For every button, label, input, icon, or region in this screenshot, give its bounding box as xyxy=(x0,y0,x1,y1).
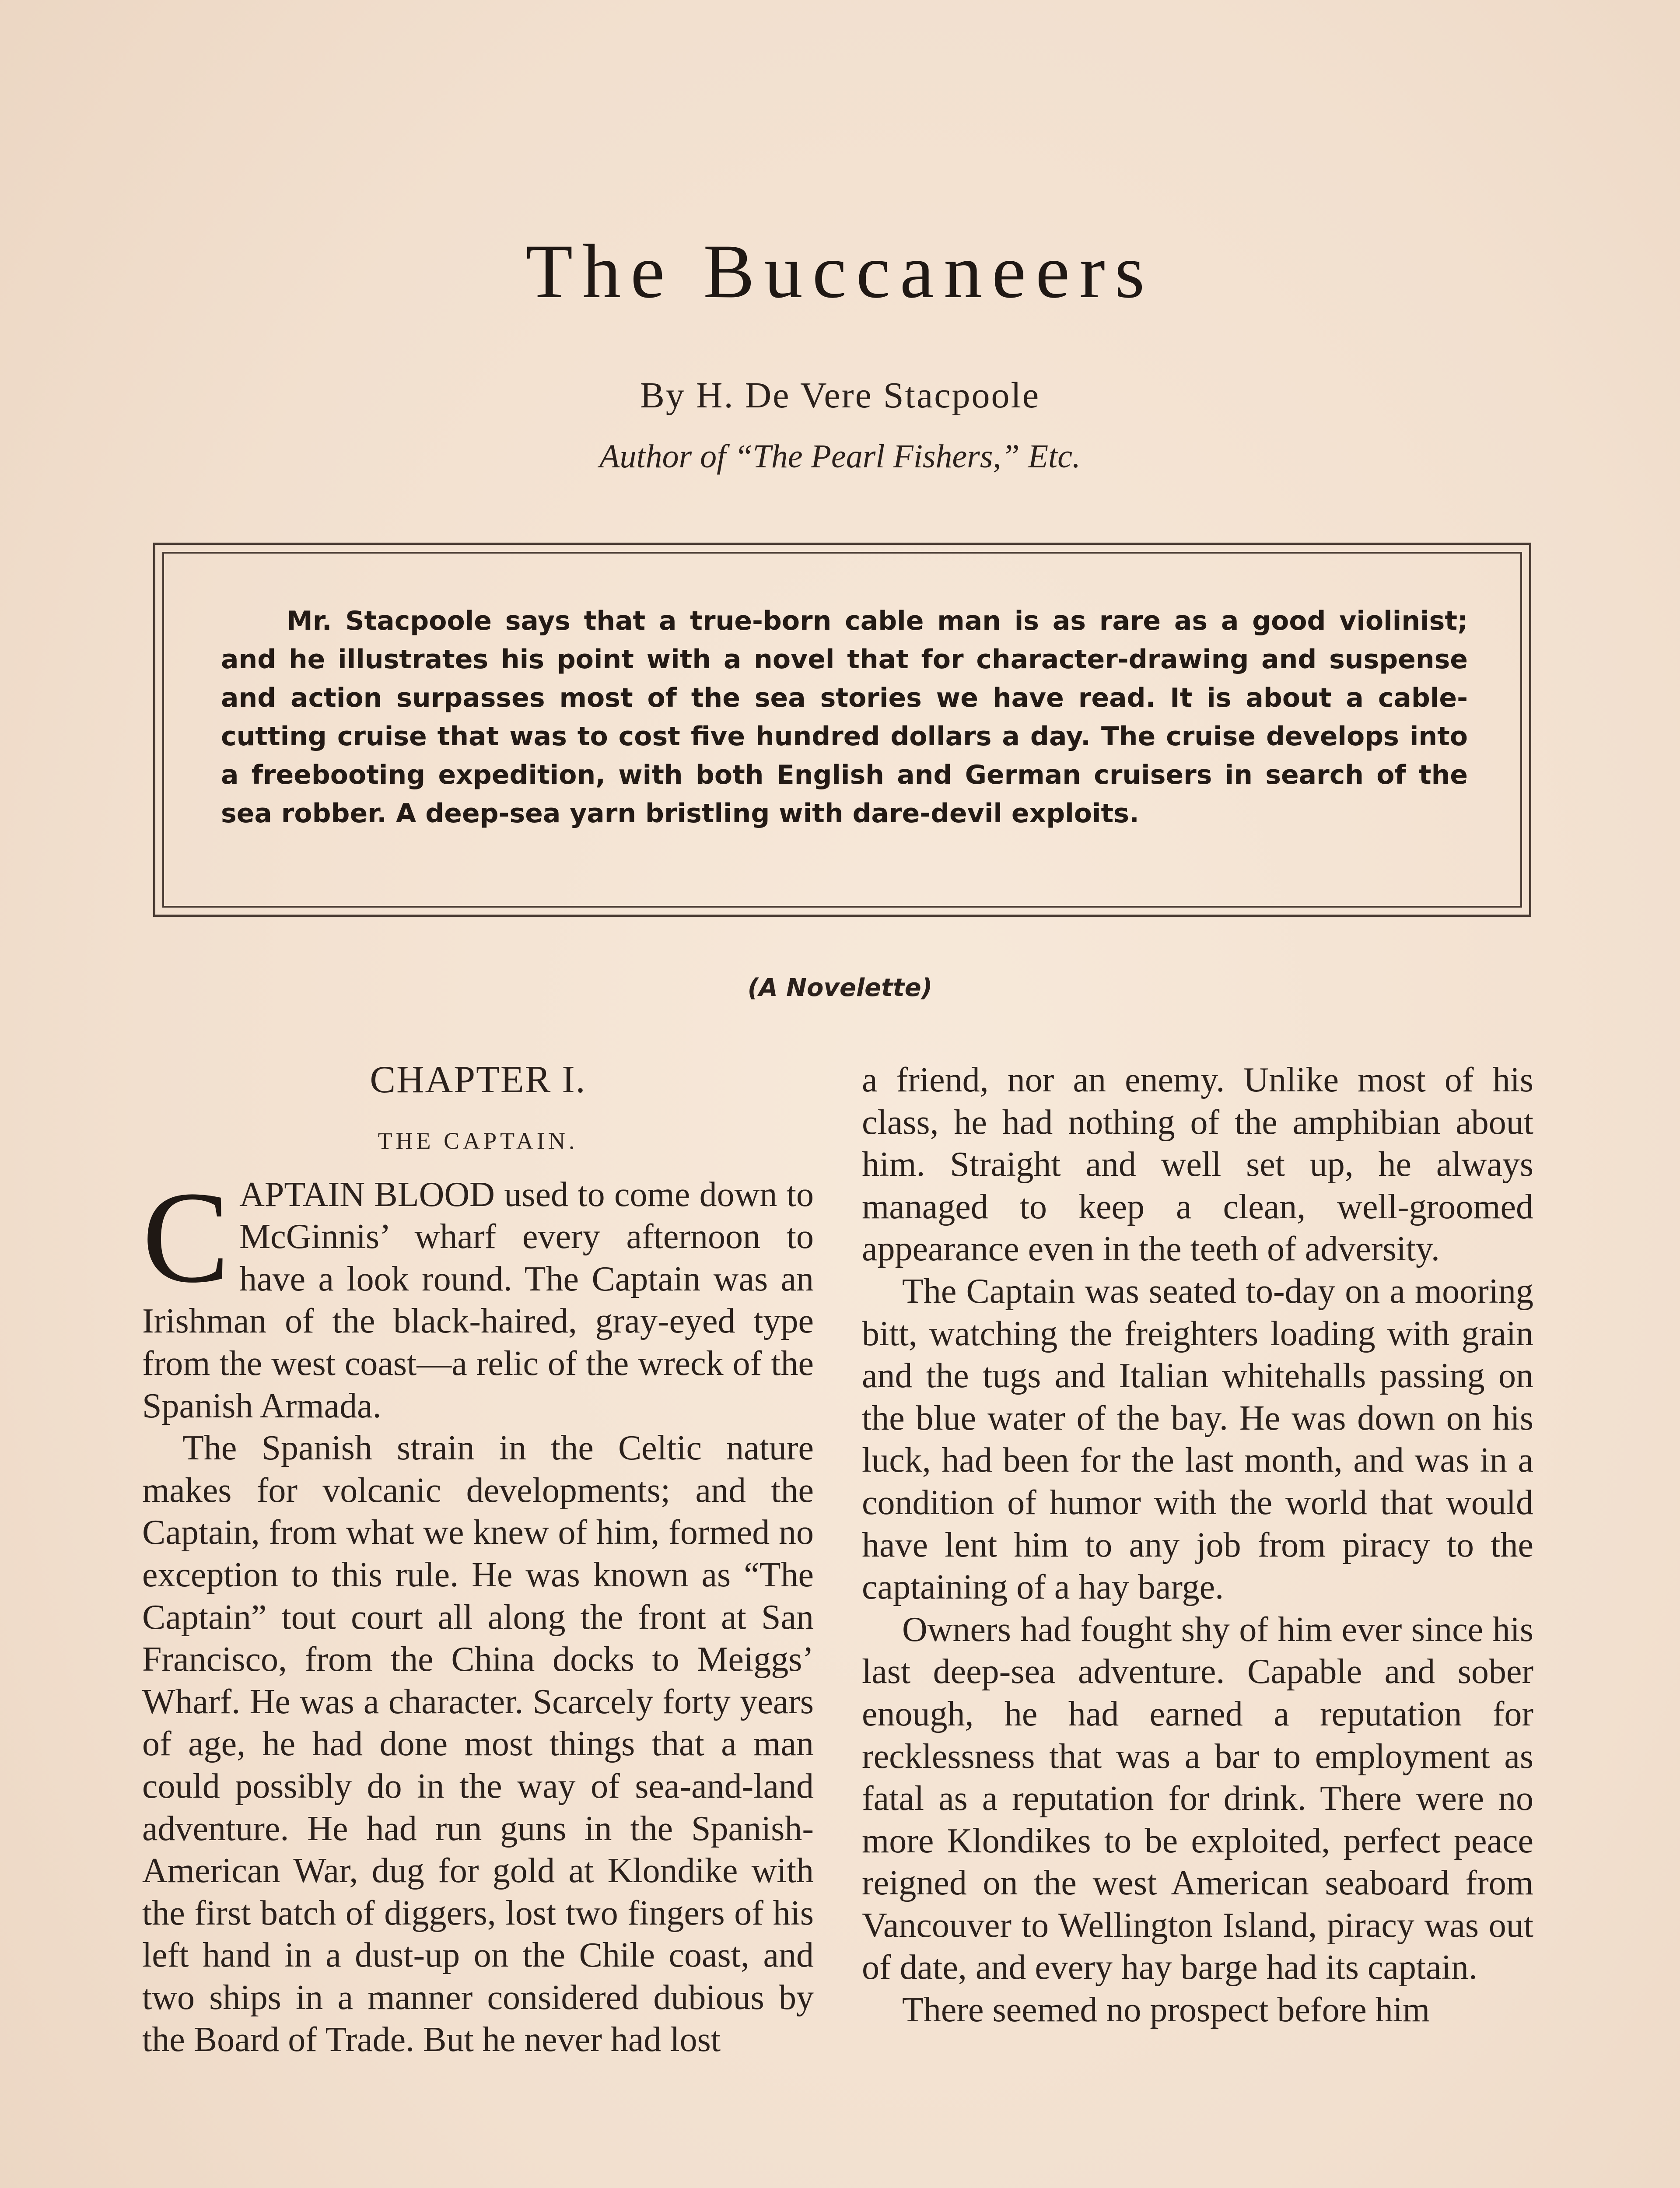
drop-cap: C xyxy=(142,1164,230,1310)
paragraph xyxy=(142,1164,814,1427)
author-credits: Author of “The Pearl Fishers,” Etc. xyxy=(599,438,1081,475)
byline: By H. De Vere Stacpoole xyxy=(640,375,1040,416)
summary-box-inner xyxy=(162,552,1522,908)
paragraph: There seemed no prospect before him xyxy=(902,1991,1430,2030)
paragraph: The Captain was seated to-day on a mooring bitt, watching the freighters loading with grain and the tugs and Italian whitehalls passing on the blue water of the bay. He was down on his luck, had been for the last month, and was in a condition of humor with the world that would have lent him to any job from piracy to the captaining of a hay barge. xyxy=(862,1272,1533,1607)
summary-box xyxy=(153,543,1531,917)
summary-text: Mr. Stacpoole says that a true-born cable man is as rare as a good violinist; and he illustrates his point with a novel that for character-drawing and suspense and action surpasses most of the sea stories we have read. It is about a cable-cutting cruise that was to cost five hundred dollars a day. The cruise develops into a freebooting expedition, with both English and German cruisers in search of the sea robber. A deep-sea yarn bristling with dare-devil exploits. xyxy=(221,606,1468,829)
chapter-subtitle: THE CAPTAIN. xyxy=(378,1127,578,1154)
left-column xyxy=(142,1059,814,2061)
article-title: The Buccaneers xyxy=(525,229,1155,314)
paragraph: a friend, nor an enemy. Unlike most of his class, he had nothing of the amphibian about him. Straight and well set up, he always managed to keep a clean, well-groomed appearance even in the teeth of adversity. xyxy=(862,1061,1533,1269)
novelette-label: (A Novelette) xyxy=(747,974,933,1002)
paragraph: Owners had fought shy of him ever since his last deep-sea adventure. Capable and sober enough, he had earned a reputation for recklessness that was a bar to employment as fatal as a reputation for drink. There were no more Klondikes to be exploited, perfect peace reigned on the west American seaboard from Vancouver to Wellington Island, piracy was out of date, and every hay barge had its captain. xyxy=(862,1610,1533,1987)
right-column xyxy=(862,1059,1533,2031)
chapter-heading: CHAPTER I. xyxy=(370,1059,586,1101)
paragraph: The Spanish strain in the Celtic nature makes for volcanic developments; and the Captain, from what we knew of him, formed no exception to this rule. He was known as “The Captain” tout court all along the front at San Francisco, from the China docks to Meiggs’ Wharf. He was a character. Scarcely forty years of age, he had done most things that a man could possibly do in the way of sea-and-land adventure. He had run guns in the Spanish-American War, dug for gold at Klondike with the first batch of diggers, lost two fingers of his left hand in a dust-up on the Chile coast, and two ships in a manner considered dubious by the Board of Trade. But he never had lost xyxy=(142,1429,814,2059)
paragraph-text: APTAIN BLOOD used to come down to McGinnis’ wharf every afternoon to have a look round. The Captain was an Irishman of the black-haired, gray-eyed type from the west coast—a relic of the wreck of the Spanish Armada. xyxy=(142,1175,814,1425)
